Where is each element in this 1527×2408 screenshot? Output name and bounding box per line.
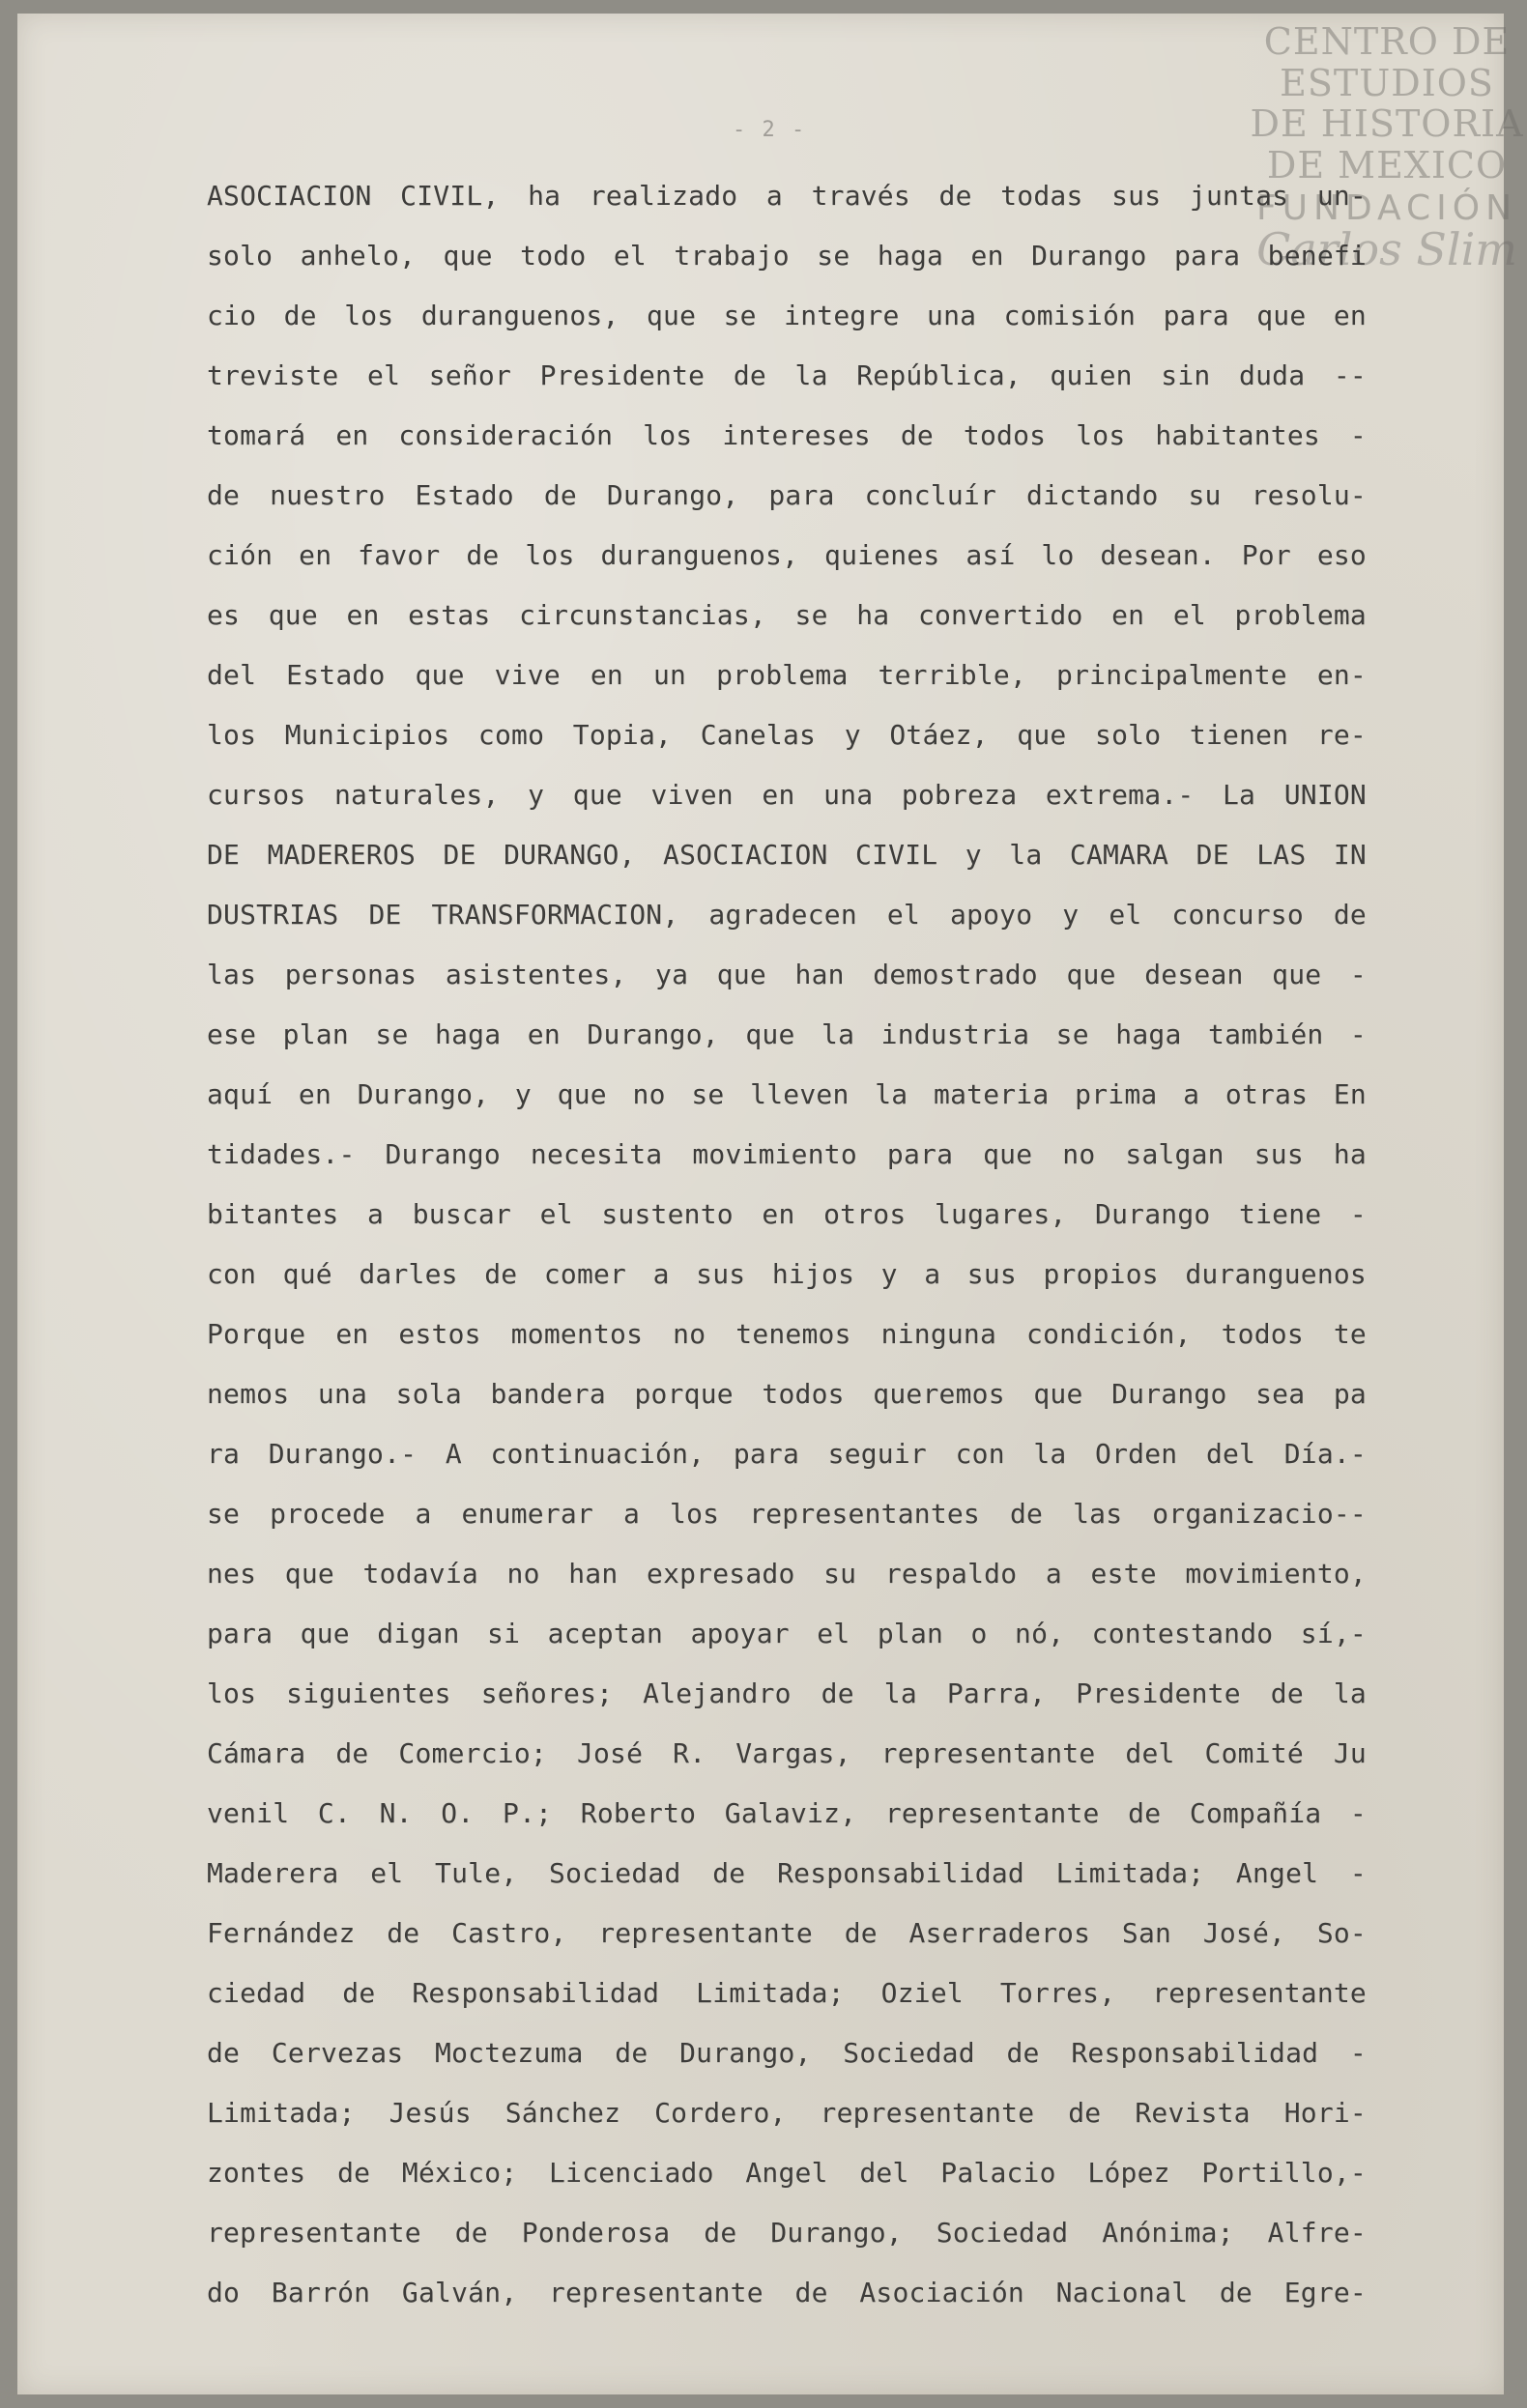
text-line: las personas asistentes, ya que han demostrado que desean que - [207, 959, 1367, 990]
text-line: Limitada; Jesús Sánchez Cordero, representante de Revista Hori- [207, 2097, 1367, 2129]
watermark-line-2: ESTUDIOS [1280, 61, 1494, 104]
text-line: los Municipios como Topia, Canelas y Otáez, que solo tienen re- [207, 719, 1367, 751]
text-line: cio de los duranguenos, que se integre una comisión para que en [207, 300, 1367, 331]
text-line: do Barrón Galván, representante de Asociación Nacional de Egre- [207, 2277, 1367, 2308]
text-line: aquí en Durango, y que no se lleven la materia prima a otras En [207, 1078, 1367, 1110]
text-line: para que digan si aceptan apoyar el plan o nó, contestando sí,- [207, 1618, 1367, 1649]
text-line: zontes de México; Licenciado Angel del Palacio López Portillo,- [207, 2157, 1367, 2189]
text-line: ciedad de Responsabilidad Limitada; Oziel Torres, representante [207, 1977, 1367, 2009]
text-line: ción en favor de los duranguenos, quienes así lo desean. Por eso [207, 539, 1367, 571]
typed-body-text [207, 166, 1367, 2323]
text-line: Maderera el Tule, Sociedad de Responsabilidad Limitada; Angel - [207, 1857, 1367, 1889]
text-line: solo anhelo, que todo el trabajo se haga en Durango para benefi [207, 240, 1367, 272]
text-line: de nuestro Estado de Durango, para concluír dictando su resolu- [207, 479, 1367, 511]
text-line: tidades.- Durango necesita movimiento para que no salgan sus ha [207, 1138, 1367, 1170]
text-line: treviste el señor Presidente de la República, quien sin duda -- [207, 359, 1367, 391]
text-line: es que en estas circunstancias, se ha convertido en el problema [207, 599, 1367, 631]
text-line: bitantes a buscar el sustento en otros lugares, Durango tiene - [207, 1198, 1367, 1230]
text-line: nes que todavía no han expresado su respaldo a este movimiento, [207, 1558, 1367, 1590]
page-number: - 2 - [733, 118, 807, 142]
text-line: representante de Ponderosa de Durango, Sociedad Anónima; Alfre- [207, 2217, 1367, 2249]
text-line: del Estado que vive en un problema terrible, principalmente en- [207, 659, 1367, 691]
text-line: tomará en consideración los intereses de todos los habitantes - [207, 419, 1367, 451]
text-line: DUSTRIAS DE TRANSFORMACION, agradecen el apoyo y el concurso de [207, 899, 1367, 931]
text-line: Cámara de Comercio; José R. Vargas, representante del Comité Ju [207, 1737, 1367, 1769]
text-line: con qué darles de comer a sus hijos y a sus propios duranguenos [207, 1258, 1367, 1290]
watermark-line-4: DE MEXICO [1266, 143, 1508, 186]
text-line: Porque en estos momentos no tenemos ninguna condición, todos te [207, 1318, 1367, 1350]
text-line: ra Durango.- A continuación, para seguir con la Orden del Día.- [207, 1438, 1367, 1470]
text-line: ASOCIACION CIVIL, ha realizado a través de todas sus juntas un- [207, 180, 1367, 212]
text-line: nemos una sola bandera porque todos queremos que Durango sea pa [207, 1378, 1367, 1410]
watermark-signature: Carlos Slim [1256, 222, 1517, 275]
text-line: Fernández de Castro, representante de Aserraderos San José, So- [207, 1917, 1367, 1949]
text-line: DE MADEREROS DE DURANGO, ASOCIACION CIVIL y la CAMARA DE LAS IN [207, 839, 1367, 871]
text-line: cursos naturales, y que viven en una pobreza extrema.- La UNION [207, 779, 1367, 811]
text-line: los siguientes señores; Alejandro de la Parra, Presidente de la [207, 1677, 1367, 1709]
text-line: se procede a enumerar a los representantes de las organizacio-- [207, 1498, 1367, 1530]
text-line: venil C. N. O. P.; Roberto Galaviz, representante de Compañía - [207, 1797, 1367, 1829]
text-line: de Cervezas Moctezuma de Durango, Sociedad de Responsabilidad - [207, 2037, 1367, 2069]
watermark-fundacion: FUNDACIÓN [1255, 188, 1518, 229]
document-page [17, 14, 1524, 2394]
watermark-line-1: CENTRO DE [1263, 20, 1511, 63]
text-line: ese plan se haga en Durango, que la industria se haga también - [207, 1018, 1367, 1050]
watermark-line-3: DE HISTORIA [1250, 102, 1524, 146]
